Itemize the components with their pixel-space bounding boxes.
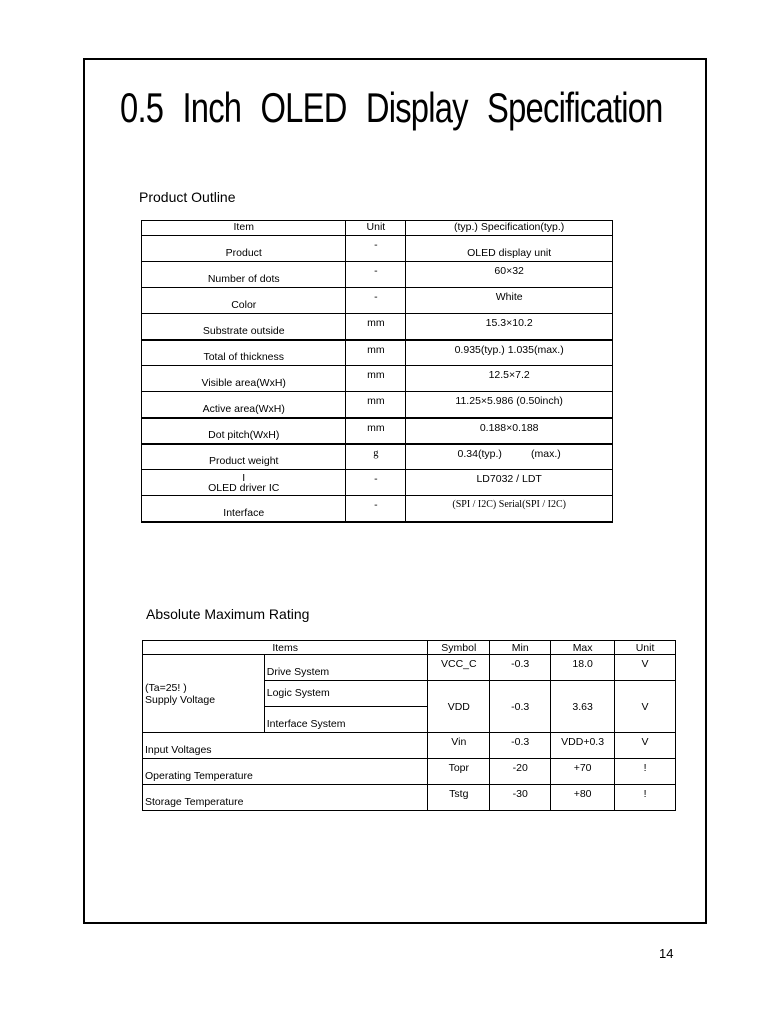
cell-symbol: VCC_C [428,655,490,681]
cell-item: Operating Temperature [143,759,428,785]
cell-item-text: OLED driver IC [208,482,280,494]
supply-voltage-label: Supply Voltage [145,693,216,706]
supply-condition: (Ta=25! ) [145,681,187,694]
cell-max: 3.63 [551,681,615,733]
cell-unit: V [615,681,676,733]
cell-unit: mm [346,366,406,392]
table-row [142,496,613,522]
table-row [143,759,676,785]
cell-max: +80 [551,785,615,811]
header-symbol: Symbol [428,641,490,655]
cell-symbol: Tstg [428,785,490,811]
cell-item: Substrate outside [142,314,346,340]
cell-unit: - [346,470,406,496]
header-item: Item [142,221,346,236]
cell-item: Storage Temperature [143,785,428,811]
cell-symbol: Vin [428,733,490,759]
header-unit: Unit [346,221,406,236]
cell-spec: OLED display unit [406,236,613,262]
table-row [142,418,613,444]
cell-symbol: VDD [428,681,490,733]
cell-spec: (SPI / I2C) Serial(SPI / I2C) [406,496,613,522]
cell-min: -0.3 [490,655,551,681]
cell-unit: V [615,655,676,681]
cell-unit: g [346,444,406,470]
cell-unit: - [346,262,406,288]
cell-item [142,470,346,496]
table-row [142,262,613,288]
cell-max: VDD+0.3 [551,733,615,759]
table-row [142,340,613,366]
cell-min: -30 [490,785,551,811]
table-row [143,655,676,681]
cell-spec: 15.3×10.2 [406,314,613,340]
cell-unit: - [346,496,406,522]
cell-unit: mm [346,340,406,366]
header-spec: (typ.) Specification(typ.) [406,221,613,236]
cell-min: -20 [490,759,551,785]
cell-item: Input Voltages [143,733,428,759]
table-header-row [143,641,676,655]
cell-unit: ! [615,785,676,811]
cell-max: 18.0 [551,655,615,681]
cell-spec: White [406,288,613,314]
table-row [142,366,613,392]
table-row [142,314,613,340]
cell-spec: 0.188×0.188 [406,418,613,444]
header-max: Max [551,641,615,655]
cell-item: Visible area(WxH) [142,366,346,392]
cell-unit: V [615,733,676,759]
absolute-maximum-rating-heading: Absolute Maximum Rating [146,606,310,622]
product-outline-table [141,220,613,523]
header-unit: Unit [615,641,676,655]
cell-spec: 60×32 [406,262,613,288]
page-title: 0.5 Inch OLED Display Specification [120,84,663,131]
header-items: Items [143,641,428,655]
product-outline-heading: Product Outline [139,189,236,205]
cell-unit: - [346,236,406,262]
table-row [142,236,613,262]
cell-spec: 0.34(typ.) (max.) [406,444,613,470]
table-header-row [142,221,613,236]
table-row [142,470,613,496]
cell-item: Interface [142,496,346,522]
table-row [143,733,676,759]
table-row [142,444,613,470]
cell-unit: mm [346,418,406,444]
cell-unit: mm [346,392,406,418]
cell-symbol: Topr [428,759,490,785]
cell-min: -0.3 [490,681,551,733]
cell-spec: 12.5×7.2 [406,366,613,392]
cell-spec: 11.25×5.986 (0.50inch) [406,392,613,418]
absolute-maximum-rating-table [142,640,676,811]
cell-unit: ! [615,759,676,785]
header-min: Min [490,641,551,655]
cell-item: Interface System [264,707,428,733]
cell-unit: mm [346,314,406,340]
cell-min: -0.3 [490,733,551,759]
supply-voltage-cell [143,655,265,733]
cell-item: Total of thickness [142,340,346,366]
table-row [143,785,676,811]
table-row [142,392,613,418]
table-row [142,288,613,314]
cell-item: Product weight [142,444,346,470]
cell-item: Product [142,236,346,262]
cell-item: Active area(WxH) [142,392,346,418]
cell-item-prefix: I [242,472,246,484]
cell-spec: 0.935(typ.) 1.035(max.) [406,340,613,366]
cell-spec: LD7032 / LDT [406,470,613,496]
cell-unit: - [346,288,406,314]
cell-item: Dot pitch(WxH) [142,418,346,444]
cell-item: Drive System [264,655,428,681]
cell-item: Color [142,288,346,314]
cell-item: Logic System [264,681,428,707]
cell-max: +70 [551,759,615,785]
page-number: 14 [659,946,674,961]
cell-item: Number of dots [142,262,346,288]
